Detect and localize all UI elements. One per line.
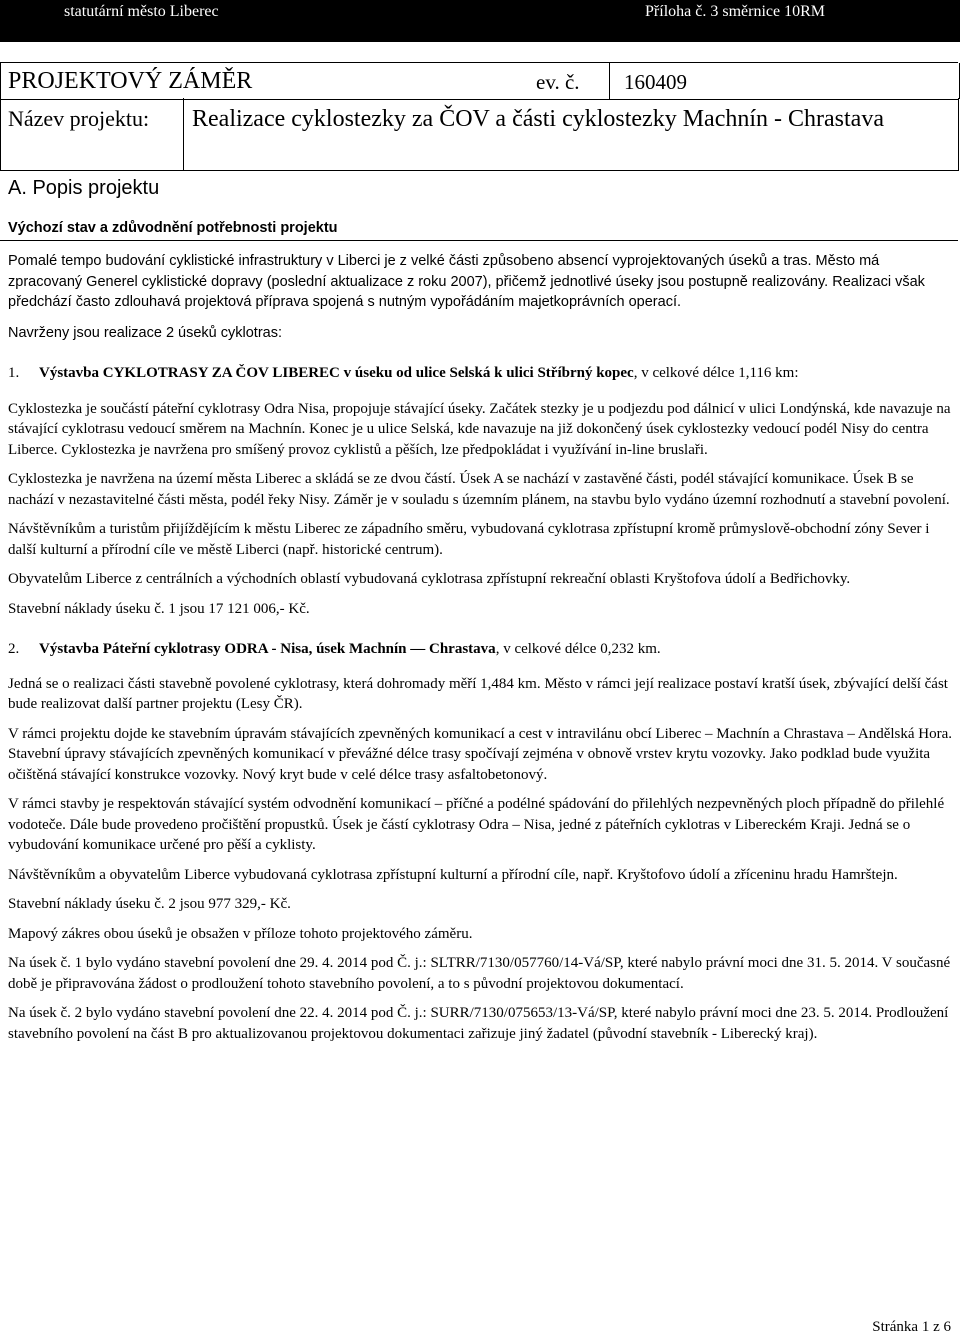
header-left: statutární město Liberec <box>64 3 219 20</box>
item-2-number: 2. <box>8 641 20 657</box>
item-2-paragraph-3: V rámci stavby je respektován stávající systém odvodnění komunikací – příčné a podélné spádování do přilehlých nezpevněných ploch případně do přilehlé vodoteče. Dále bude provedeno pročištění propustků. Úsek je částí cyklotrasy Odra – Nisa, jedné z páteřních cyklotras v Libereckém Kraji. Jedná se o vybudování komunikace určené pro pěší a cyklisty. <box>8 796 945 853</box>
item-1-title-rest: , v celkové délce 1,116 km: <box>633 365 799 381</box>
document-title: PROJEKTOVÝ ZÁMĚR <box>8 68 253 94</box>
section-a-subheading: Výchozí stav a zdůvodnění potřebnosti projektu <box>8 220 338 236</box>
item-1-heading <box>8 363 952 384</box>
item-1-title: Výstavba CYKLOTRASY ZA ČOV LIBEREC v úseku od ulice Selská k ulici Stříbrný kopec <box>39 365 634 381</box>
page-number: Stránka 1 z 6 <box>872 1319 951 1335</box>
intro-paragraph: Pomalé tempo budování cyklistické infrastruktury v Liberci je z velké části způsobeno absencí vyprojektovaných úseků a tras. Město má zpracovaný Generel cyklistické dopravy (poslední aktualizace z roku 2007), přičemž jednotlivé úseky jsou postupně realizovány. Realizaci však předchází často zdlouhavá projektová příprava spojená s nutným vypořádáním majetkoprávních operací. <box>8 253 925 310</box>
ev-label: ev. č. <box>536 70 580 94</box>
item-1-paragraph-2: Cyklostezka je navržena na území města Liberec a skládá se ze dvou částí. Úsek A se nachází v zastavěné části, podél stávající komunikace. Úsek B se nachází v nezastavitelné části města, podél řeky Nisy. Záměr je v souladu s územním plánem, na stavbu bylo vydáno územní rozhodnutí a stavební povolení. <box>8 471 950 508</box>
item-1-paragraph-4: Obyvatelům Liberce z centrálních a východních oblastí vybudovaná cyklotrasa zpřístupní rekreační oblasti Kryštofova údolí a Bedřichovky. <box>8 571 851 587</box>
item-1-number: 1. <box>8 365 20 381</box>
item-2-paragraph-4: Návštěvníkům a obyvatelům Liberce vybudovaná cyklotrasa zpřístupní kulturní a přírodní cíle, např. Kryštofovo údolí a zříceninu hradu Hamrštejn. <box>8 866 898 883</box>
item-1-paragraph-3: Návštěvníkům a turistům přijíždějícím k městu Liberec ze západního směru, vybudovaná cyklotrasa zpřístupní kromě průmyslově-obchodní zóny Sever i další kulturní a přírodní cíle ve městě Liberci (např. historické centrum). <box>8 521 930 558</box>
map-note: Mapový zákres obou úseků je obsažen v příloze tohoto projektového záměru. <box>8 925 473 942</box>
item-2-paragraph-1: Jedná se o realizaci části stavebně povolené cyklotrasy, která dohromady měří 1,484 km. Město v rámci její realizace postaví kratší úsek, zbývající delší část bude realizovat další partner projektu (Lesy ČR). <box>8 675 948 712</box>
proposed-paragraph: Navrženy jsou realizace 2 úseků cyklotras: <box>8 324 283 341</box>
title-row <box>0 62 958 100</box>
item-2-cost: Stavební náklady úseku č. 2 jsou 977 329,- Kč. <box>8 896 291 912</box>
project-name-row <box>0 98 959 171</box>
header-right: Příloha č. 3 směrnice 10RM <box>645 3 825 20</box>
page-header <box>0 0 960 42</box>
ev-number: 160409 <box>624 70 687 94</box>
document-body <box>8 248 952 1044</box>
item-1-cost: Stavební náklady úseku č. 1 jsou 17 121 006,- Kč. <box>8 600 310 617</box>
item-2-paragraph-2: V rámci projektu dojde ke stavebním úpravám stávajících zpevněných komunikací a cest v intravilánu obcí Liberec – Machnín a Chrastava – Andělská Hora. Stavební úpravy stávajících zpevněných komunikací v převážné délce trasy spočívají zejména v obnově vrstev krytu vozovky. Jako podklad bude využita očištěná stávající konstrukce vozovky. Nový kryt bude v celé délce trasy asfaltobetonový. <box>8 725 952 783</box>
item-2-title-rest: , v celkové délce 0,232 km. <box>495 641 661 657</box>
project-name: Realizace cyklostezky za ČOV a části cyklostezky Machnín - Chrastava <box>192 106 884 132</box>
item-1-paragraph-1: Cyklostezka je součástí páteřní cyklotrasy Odra Nisa, propojuje stávající úseky. Začátek stezky je u podjezdu pod dálnicí v ulici Londýnská, kde navazuje na stávající cyklotrasu vedoucí směrem na Machnín. Konec je u ulice Selská, kde navazuje na již dokončený úsek cyklostezky vedoucí podél Nisy do centra Liberce. Cyklostezka je navržena pro smíšený provoz cyklistů a pěších, lze předpokládat i využívání in-line bruslaři. <box>8 400 951 458</box>
permit-1-paragraph: Na úsek č. 1 bylo vydáno stavební povolení dne 29. 4. 2014 pod Č. j.: SLTRR/7130/057760/14-Vá/SP, které nabylo právní moci dne 31. 5. 2014. V současné době je připravována žádost o prodloužení tohoto stavebního povolení, a to s původní projektovou dokumentací. <box>8 955 951 992</box>
ev-number-box <box>609 63 960 99</box>
section-a-heading: A. Popis projektu <box>8 177 160 199</box>
item-2-title: Výstavba Páteřní cyklotrasy ODRA - Nisa, úsek Machnín — Chrastava <box>39 641 496 657</box>
permit-2-paragraph: Na úsek č. 2 bylo vydáno stavební povolení dne 22. 4. 2014 pod Č. j.: SURR/7130/075653/13-Vá/SP, které nabylo právní moci dne 23. 5. 2014. Prodloužení stavebního povolení na část B pro aktualizovanou projektovou dokumentaci zařizuje jiný žadatel (původní stavebník - Liberecký kraj). <box>8 1005 949 1042</box>
project-name-box <box>183 98 958 170</box>
section-divider <box>0 240 958 241</box>
project-label: Název projektu: <box>8 106 150 131</box>
item-2-heading <box>8 639 952 660</box>
